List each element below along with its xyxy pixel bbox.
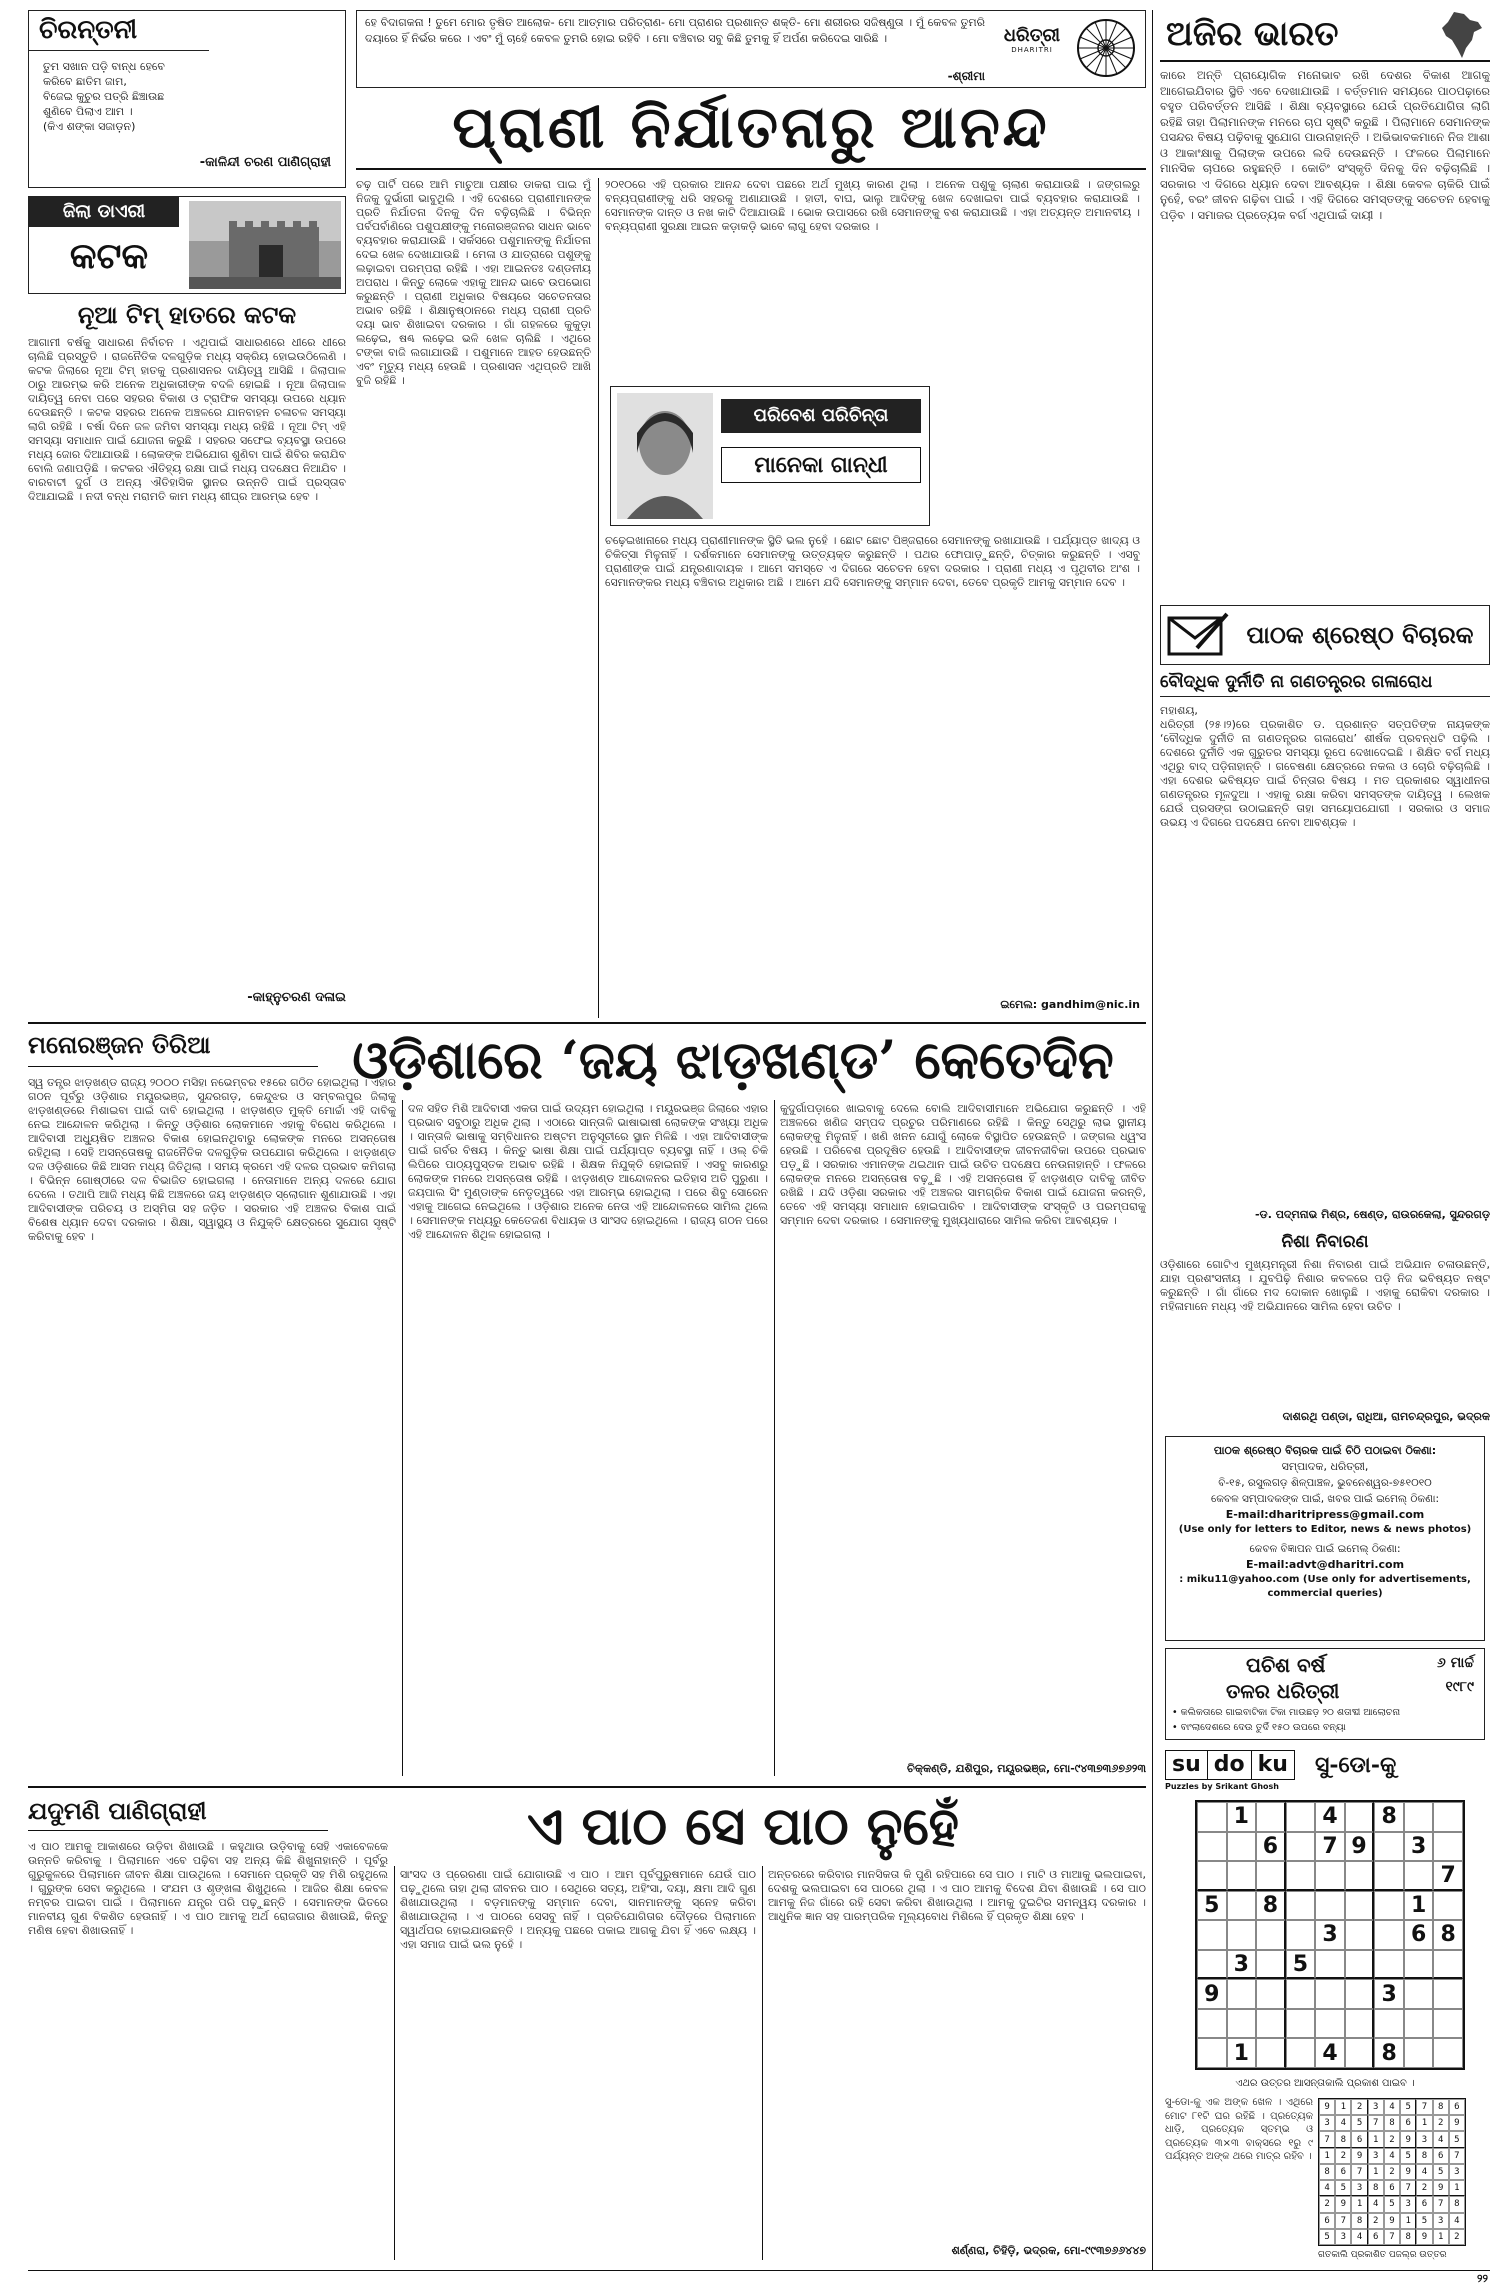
mini-sudoku-cell: 7 xyxy=(1384,2229,1400,2245)
mini-sudoku-cell: 2 xyxy=(1335,2148,1351,2164)
mini-sudoku-cell: 3 xyxy=(1433,2213,1449,2229)
sudoku-cell[interactable]: 1 xyxy=(1227,1802,1257,1832)
barabati-fort-photo xyxy=(189,201,341,289)
sudoku-cell[interactable] xyxy=(1374,1891,1404,1921)
sudoku-prev-label: ଗତକାଲି ପ୍ରକାଶିତ ପଜଲ୍‌ର ଉତ୍ତର xyxy=(1318,2250,1447,2260)
sudoku-cell[interactable]: 8 xyxy=(1374,2038,1404,2068)
sudoku-header xyxy=(1165,1750,1485,1794)
chirantani-author: -କାଳିନ୍ଦୀ ଚରଣ ପାଣିଗ୍ରାହୀ xyxy=(199,155,331,170)
sudoku-cell[interactable] xyxy=(1286,1861,1316,1891)
sudoku-cell[interactable] xyxy=(1256,2038,1286,2068)
bottom-rule xyxy=(28,2270,1490,2271)
mini-sudoku-cell: 3 xyxy=(1400,2196,1416,2212)
mini-sudoku-cell: 8 xyxy=(1335,2131,1351,2147)
notice-line3: ବି-୧୫, ରସୁଲଗଡ଼ ଶିଳ୍ପାଞ୍ଚଳ, ଭୁବନେଶ୍ୱର-୭୫୧୦୧୦ xyxy=(1218,1477,1432,1489)
sudoku-cell[interactable] xyxy=(1404,2009,1434,2039)
sudoku-cell[interactable] xyxy=(1256,1979,1286,2009)
sudoku-cell[interactable] xyxy=(1433,1891,1463,1921)
sudoku-cell[interactable] xyxy=(1404,1950,1434,1980)
mini-sudoku-cell: 4 xyxy=(1335,2115,1351,2131)
mini-sudoku-cell: 4 xyxy=(1351,2229,1367,2245)
mini-sudoku-cell: 1 xyxy=(1416,2115,1432,2131)
ajira-bharat-header xyxy=(1160,10,1490,62)
mini-sudoku-cell: 4 xyxy=(1319,2180,1335,2196)
sudoku-cell[interactable]: 8 xyxy=(1256,1891,1286,1921)
mini-sudoku-cell: 6 xyxy=(1335,2164,1351,2180)
sudoku-cell[interactable] xyxy=(1197,2038,1227,2068)
pachisa-item1: • କଲିକତାରେ ଗାଇବାଟିକା ଟିଁକା ମାଉଛଡ଼ ୨୦ ଶତାବ୍ଦୀ ଆଲୋଚନା xyxy=(1172,1707,1401,1718)
notice-line6: (Use only for letters to Editor, news & news photos) xyxy=(1178,1524,1472,1535)
sudoku-cell[interactable] xyxy=(1345,1979,1375,2009)
mini-sudoku-cell: 4 xyxy=(1384,2148,1400,2164)
sudoku-previous-answer-grid xyxy=(1318,2098,1466,2246)
sudoku-cell[interactable]: 9 xyxy=(1345,1832,1375,1862)
sudoku-cell[interactable] xyxy=(1345,2038,1375,2068)
sudoku-cell[interactable] xyxy=(1374,2009,1404,2039)
sudoku-cell[interactable]: 3 xyxy=(1404,1832,1434,1862)
mini-sudoku-cell: 4 xyxy=(1416,2164,1432,2180)
mini-sudoku-cell: 4 xyxy=(1433,2131,1449,2147)
mini-sudoku-cell: 5 xyxy=(1335,2180,1351,2196)
sudoku-cell[interactable] xyxy=(1404,1861,1434,1891)
mini-sudoku-cell: 3 xyxy=(1416,2131,1432,2147)
patha-col-b: ସାଂସଦ ଓ ପ୍ରେରଣା ପାଇଁ ଯୋଗାଉଛି ଏ ପାଠ । ଆମ ପୂର୍ବପୁରୁଷମାନେ ଯେଉଁ ପାଠ ପଢ଼ୁଥିଲେ ତାହା ଥିଲା ଜୀବନର ପାଠ । ସେଥିରେ ସତ୍ୟ, ଅହିଂସା, ଦୟା, କ୍ଷମା ଆଦି ଗୁଣ ଶିଖାଯାଉଥିଲା । ବଡ଼ମାନଙ୍କୁ ସମ୍ମାନ ଦେବା, ସାନମାନଙ୍କୁ ସ୍ନେହ କରିବା ଶିଖାଯାଉଥିଲା । ଏ ପାଠରେ ସେସବୁ ନାହିଁ । ପ୍ରତିଯୋଗିତାର ଦୌଡ଼ରେ ପିଲାମାନେ ସ୍ୱାର୍ଥପର ହୋଇଯାଉଛନ୍ତି । ଅନ୍ୟକୁ ପଛରେ ପକାଇ ଆଗକୁ ଯିବା ହିଁ ଏବେ ଲକ୍ଷ୍ୟ । ଏହା ସମାଜ ପାଇଁ ଭଲ ନୁହେଁ । xyxy=(400,1868,756,1951)
sudoku-cell[interactable]: 7 xyxy=(1315,1832,1345,1862)
letter1-sign: -ଡ. ପଦ୍ମନାଭ ମିଶ୍ର, ଷେଣ୍ଡ, ରାଉରକେଲା, ସୁନ୍ଦରଗଡ଼ xyxy=(1254,1208,1490,1221)
mini-sudoku-cell: 5 xyxy=(1416,2213,1432,2229)
sudoku-cell[interactable]: 9 xyxy=(1197,1979,1227,2009)
patha-section-label: ଯଦୁମଣି ପାଣିଗ୍ରାହୀ xyxy=(28,1796,207,1825)
sudoku-cell[interactable] xyxy=(1227,1832,1257,1862)
sudoku-cell[interactable] xyxy=(1315,1979,1345,2009)
zilla-diary-label: ଜିଲା ଡାଏରୀ xyxy=(29,197,179,227)
ajira-bharat-text: କାରେ ଅନ୍ତି ପ୍ରାୟୋଗିକ ମନୋଭାବ ରଖି ଦେଶର ବିକାଶ ଆଗକୁ ଆଗେଇଯିବାର ସ୍ଥିତି ଏବେ ଦେଖାଯାଉଛି । ବର୍ତ୍ତମାନ ସମୟରେ ପାଠପଢ଼ାରେ ବହୁତ ପରିବର୍ତ୍ତନ ଆସିଛି । ଶିକ୍ଷା ବ୍ୟବସ୍ଥାରେ ଯେଉଁ ପ୍ରତିଯୋଗିତା ଲାଗି ରହିଛି ତାହା ପିଲାମାନଙ୍କ ମନରେ ଚାପ ସୃଷ୍ଟି କରୁଛି । ପିଲାମାନେ ସେମାନଙ୍କ ପସନ୍ଦର ବିଷୟ ପଢ଼ିବାକୁ ସୁଯୋଗ ପାଉନାହାନ୍ତି । ଅଭିଭାବକମାନେ ନିଜ ଆଶା ଓ ଆକାଂକ୍ଷାକୁ ପିଲାଙ୍କ ଉପରେ ଲଦି ଦେଉଛନ୍ତି । ଫଳରେ ପିଲାମାନେ ମାନସିକ ଚାପରେ ରହୁଛନ୍ତି । କୋଚିଂ ସଂସ୍କୃତି ଦିନକୁ ଦିନ ବଢ଼ିଚାଲିଛି । ସରକାର ଏ ଦିଗରେ ଧ୍ୟାନ ଦେବା ଆବଶ୍ୟକ । ଶିକ୍ଷା କେବଳ ଚାକିରି ପାଇଁ ନୁହେଁ, ବରଂ ଜୀବନ ଗଢ଼ିବା ପାଇଁ । ଏହି ଦିଗରେ ସମସ୍ତଙ୍କୁ ସଚେତନ ହେବାକୁ ପଡ଼ିବ । ସମାଜର ପ୍ରତ୍ୟେକ ବର୍ଗ ଏଥିପାଇଁ ଦାୟୀ । xyxy=(1160,68,1490,222)
main-headline: ପ୍ରାଣୀ ନିର୍ଯାତନାରୁ ଆନନ୍ଦ xyxy=(452,93,1050,161)
sudoku-instructions: ସୁ-ଡୋ-କୁ ଏକ ଅଙ୍କ ଖେଳ । ଏଥିରେ ମୋଟ ୮୧ଟି ଘର ରହିଛି । ପ୍ରତ୍ୟେକ ଧାଡ଼ି, ପ୍ରତ୍ୟେକ ସ୍ତମ୍ଭ ଓ ପ୍ରତ୍ୟେକ ୩×୩ ବାକ୍ସରେ ୧ରୁ ୯ ପର୍ଯ୍ୟନ୍ତ ଅଙ୍କ ଥରେ ମାତ୍ର ରହିବ । xyxy=(1165,2097,1313,2162)
sudoku-cell[interactable]: 3 xyxy=(1374,1979,1404,2009)
sudoku-cell[interactable]: 4 xyxy=(1315,2038,1345,2068)
mini-sudoku-cell: 9 xyxy=(1384,2213,1400,2229)
jharkhand-section-label: ମନୋରଞ୍ଜନ ତିରିଆ xyxy=(28,1030,211,1059)
quote-text: ହେ ବିଦାଗକନା ! ତୁମେ ମୋର ତୃଷିତ ଆଲୋକ- ମୋ ଆତ୍ମାର ପରିତ୍ରାଣ- ମୋ ପ୍ରାଣର ପ୍ରଶାନ୍ତ ଶକ୍ତି- ମୋ ଶରୀରର ସଜିଷ୍ଣୁତା । ମୁଁ କେବଳ ତୁମରି ଦୟାରେ ହିଁ ନିର୍ଭର କରେ । ଏବଂ ମୁଁ ଚାହେଁ କେବଳ ତୁମରି ହୋଇ ରହିବି । ମୋ ବଞ୍ଚିବାର ସବୁ କିଛି ତୁମକୁ ହିଁ ଅର୍ପଣ କରିଦେଇ ସାରିଛି । xyxy=(365,16,985,45)
sudoku-cell[interactable]: 6 xyxy=(1256,1832,1286,1862)
mini-sudoku-cell: 1 xyxy=(1368,2164,1384,2180)
mini-sudoku-cell: 1 xyxy=(1319,2148,1335,2164)
sudoku-cell[interactable] xyxy=(1227,2009,1257,2039)
sudoku-cell[interactable] xyxy=(1374,1920,1404,1950)
mini-sudoku-cell: 5 xyxy=(1449,2131,1465,2147)
letter2-sign: ଦାଶରଥି ପଣ୍ଡା, ରାଧିଆ, ରାମଚନ୍ଦ୍ରପୁର, ଭଦ୍ରକ xyxy=(1282,1410,1490,1423)
sudoku-cell[interactable]: 8 xyxy=(1433,1920,1463,1950)
sudoku-cell[interactable] xyxy=(1345,1950,1375,1980)
sudoku-label-do: do xyxy=(1208,1750,1252,1780)
quote-box xyxy=(356,10,1146,88)
main-article-col1: ଚଢ଼ ପାର୍ଟି ପରେ ଆମି ମାଚୁଆ ପକ୍ଷୀର ଡାକରା ପାଇ ମୁଁ ନିଜକୁ ଦୁର୍ଭାଗୀ ଭାବୁଥିଲି । ଏହି ଦେଶରେ ପ୍ରାଣୀମାନଙ୍କ ପ୍ରତି ନିର୍ଯାତନା ଦିନକୁ ଦିନ ବଢ଼ିଚାଲିଛି । ବିଭିନ୍ନ ପର୍ବପର୍ବାଣିରେ ପଶୁପକ୍ଷୀଙ୍କୁ ମନୋରଞ୍ଜନର ସାଧନ ଭାବେ ବ୍ୟବହାର କରାଯାଉଛି । ସର୍କସରେ ପଶୁମାନଙ୍କୁ ନିର୍ଯାତନା ଦେଇ ଖେଳ ଦେଖାଯାଉଛି । ମେଳା ଓ ଯାତ୍ରାରେ ପଶୁଙ୍କୁ ଲଢ଼ାଇବା ପରମ୍ପରା ରହିଛି । ଏହା ଆଇନତଃ ଦଣ୍ଡନୀୟ ଅପରାଧ । କିନ୍ତୁ ଲୋକେ ଏହାକୁ ଆନନ୍ଦ ଭାବେ ଉପଭୋଗ କରୁଛନ୍ତି । ପ୍ରାଣୀ ଅଧିକାର ବିଷୟରେ ସଚେତନତାର ଅଭାବ ରହିଛି । ଶିକ୍ଷାନୁଷ୍ଠାନରେ ମଧ୍ୟ ପ୍ରାଣୀ ପ୍ରତି ଦୟା ଭାବ ଶିଖାଇବା ଦରକାର । ଗାଁ ଗହଳରେ କୁକୁଡ଼ା ଲଢ଼େଇ, ଷଣ୍ଢ ଲଢ଼େଇ ଭଳି ଖେଳ ଚାଲିଛି । ଏଥିରେ ଟଙ୍କା ବାଜି ଲଗାଯାଉଛି । ପଶୁମାନେ ଆହତ ହେଉଛନ୍ତି ଏବଂ ମୃତ୍ୟୁ ମଧ୍ୟ ହେଉଛି । ପ୍ରଶାସନ ଏଥିପ୍ରତି ଆଖି ବୁଜି ରହିଛି । xyxy=(356,178,591,387)
zilla-diary-headline: ନୂଆ ଟିମ୍ ହାତରେ କଟକ xyxy=(77,300,297,329)
mini-sudoku-cell: 8 xyxy=(1384,2115,1400,2131)
mini-sudoku-cell: 5 xyxy=(1384,2196,1400,2212)
patha-sign: ଶର୍ଣ୍ଣରା, ଚିହିଡ଼ି, ଭଦ୍ରକ, ମୋ-୯୯୩୭୬୬୪୪୭ xyxy=(951,2244,1146,2257)
patha-col-c: ଅନ୍ତରରେ କରିବାର ମାନସିକତା କି ପୁଣି ରହିପାରେ ସେ ପାଠ । ମାଟି ଓ ମାଆକୁ ଭଲପାଇବା, ଦେଶକୁ ଭଲପାଇବା ସେ ପାଠରେ ଥିଲା । ଏ ପାଠ ଆମକୁ ବିଦେଶ ଯିବା ଶିଖାଉଛି । ସେ ପାଠ ଆମକୁ ନିଜ ଗାଁରେ ରହି ସେବା କରିବା ଶିଖାଉଥିଲା । ଆମକୁ ଦୁଇଟିର ସମନ୍ୱୟ ଦରକାର । ଆଧୁନିକ ଜ୍ଞାନ ସହ ପାରମ୍ପରିକ ମୂଲ୍ୟବୋଧ ମିଶିଲେ ହିଁ ପ୍ରକୃତ ଶିକ୍ଷା ହେବ । xyxy=(768,1868,1146,1923)
logo-brand: ଧରିତ୍ରୀ xyxy=(1003,25,1061,46)
sudoku-cell[interactable] xyxy=(1197,1920,1227,1950)
sudoku-cell[interactable] xyxy=(1404,2038,1434,2068)
sudoku-cell[interactable] xyxy=(1286,1802,1316,1832)
envelope-icon xyxy=(1167,612,1229,658)
mini-sudoku-cell: 5 xyxy=(1433,2164,1449,2180)
sudoku-cell[interactable]: 1 xyxy=(1227,2038,1257,2068)
jharkhand-col-b: ଦଳ ସହିତ ମିଶି ଆଦିବାସୀ ଏକତା ପାଇଁ ଉଦ୍ୟମ ହୋଇଥିଲା । ମୟୂରଭଞ୍ଜ ଜିଲାରେ ଏହାର ପ୍ରଭାବ ସବୁଠାରୁ ଅଧିକ ଥିଲା । ଏଠାରେ ସାନ୍ତାଳି ଭାଷାଭାଷୀ ଲୋକଙ୍କ ସଂଖ୍ୟା ଅଧିକ । ସାନ୍ତାଳି ଭାଷାକୁ ସମ୍ବିଧାନର ଅଷ୍ଟମ ଅନୁସୂଚୀରେ ସ୍ଥାନ ମିଳିଛି । ଏହା ଆଦିବାସୀଙ୍କ ପାଇଁ ଗର୍ବର ବିଷୟ । କିନ୍ତୁ ଭାଷା ଶିକ୍ଷା ପାଇଁ ପର୍ଯ୍ୟାପ୍ତ ବ୍ୟବସ୍ଥା ନାହିଁ । ଓଲ୍ ଚିକି ଲିପିରେ ପାଠ୍ୟପୁସ୍ତକ ଅଭାବ ରହିଛି । ଶିକ୍ଷକ ନିଯୁକ୍ତି ହୋଇନାହିଁ । ଏସବୁ କାରଣରୁ ଲୋକଙ୍କ ମନରେ ଅସନ୍ତୋଷ ରହିଛି । ଝାଡ଼ଖଣ୍ଡ ଆନ୍ଦୋଳନର ଇତିହାସ ଅତି ପୁରୁଣା । ଜୟପାଲ ସିଂ ମୁଣ୍ଡାଙ୍କ ନେତୃତ୍ୱରେ ଏହା ଆରମ୍ଭ ହୋଇଥିଲା । ପରେ ଶିବୁ ସୋରେନ ଏହାକୁ ଆଗେଇ ନେଇଥିଲେ । ଓଡ଼ିଶାର ଅନେକ ନେତା ଏହି ଆନ୍ଦୋଳନରେ ସାମିଲ ଥିଲେ । ସେମାନଙ୍କ ମଧ୍ୟରୁ କେତେଜଣ ବିଧାୟକ ଓ ସାଂସଦ ହୋଇଥିଲେ । ରାଜ୍ୟ ଗଠନ ପରେ ଏହି ଆନ୍ଦୋଳନ ଶିଥିଳ ହୋଇଗଲା । xyxy=(408,1102,768,1241)
mini-sudoku-cell: 7 xyxy=(1416,2099,1432,2115)
mid-rule-1 xyxy=(28,1022,1146,1024)
headline-rule xyxy=(356,168,1146,170)
mini-sudoku-cell: 7 xyxy=(1449,2148,1465,2164)
mini-sudoku-cell: 9 xyxy=(1351,2148,1367,2164)
sudoku-cell[interactable] xyxy=(1197,2009,1227,2039)
sudoku-cell[interactable] xyxy=(1315,1891,1345,1921)
mini-sudoku-cell: 3 xyxy=(1335,2229,1351,2245)
notice-line2: ସମ୍ପାଦକ, ଧରିତ୍ରୀ, xyxy=(1281,1460,1369,1473)
sudoku-cell[interactable] xyxy=(1197,1950,1227,1980)
sudoku-cell[interactable] xyxy=(1286,2038,1316,2068)
mini-sudoku-cell: 3 xyxy=(1368,2148,1384,2164)
sudoku-cell[interactable]: 8 xyxy=(1374,1802,1404,1832)
main-article-col2-top: ୨୦୧୦ରେ ଏହି ପ୍ରକାର ଆନନ୍ଦ ଦେବା ପଛରେ ଅର୍ଥ ମୁଖ୍ୟ କାରଣ ଥିଲା । ଅନେକ ପଶୁକୁ ଚାଲାଣ କରାଯାଉଛି । ଜଙ୍ଗଲରୁ ବନ୍ୟପ୍ରାଣୀଙ୍କୁ ଧରି ସହରକୁ ଅଣାଯାଉଛି । ହାତୀ, ବାଘ, ଭାଲୁ ଆଦିଙ୍କୁ ଖେଳ ଦେଖାଇବା ପାଇଁ ବ୍ୟବହାର କରାଯାଉଛି । ସେମାନଙ୍କ ଦାନ୍ତ ଓ ନଖ କାଟି ଦିଆଯାଉଛି । ଭୋକ ଉପାସରେ ରଖି ସେମାନଙ୍କୁ ବଶ କରାଯାଉଛି । ଏହା ଅତ୍ୟନ୍ତ ଅମାନବୀୟ । ବନ୍ୟପ୍ରାଣୀ ସୁରକ୍ଷା ଆଇନ କଡ଼ାକଡ଼ି ଭାବେ ଲାଗୁ ହେବା ଦରକାର । xyxy=(605,178,1140,233)
notice-line4: କେବଳ ସମ୍ପାଦକଙ୍କ ପାଇଁ, ଖବର ପାଇଁ ଇମେଲ୍ ଠିକଣା: xyxy=(1210,1493,1440,1505)
sudoku-cell[interactable] xyxy=(1345,1802,1375,1832)
jharkhand-col-c: କୁଦୁର୍ଗାପଡ଼ାରେ ଖାଇବାକୁ ଦେଲେ ବୋଲି ଆଦିବାସୀମାନେ ଅଭିଯୋଗ କରୁଛନ୍ତି । ଏହି ଅଞ୍ଚଳରେ ଖଣିଜ ସମ୍ପଦ ପ୍ରଚୁର ପରିମାଣରେ ରହିଛି । କିନ୍ତୁ ସେଥିରୁ ଲାଭ ସ୍ଥାନୀୟ ଲୋକଙ୍କୁ ମିଳୁନାହିଁ । ଖଣି ଖନନ ଯୋଗୁଁ ଲୋକେ ବିସ୍ଥାପିତ ହେଉଛନ୍ତି । ଜଙ୍ଗଲ ଧ୍ୱଂସ ହେଉଛି । ପରିବେଶ ପ୍ରଦୂଷିତ ହେଉଛି । ଆଦିବାସୀଙ୍କ ଜୀବନଜୀବିକା ଉପରେ ପ୍ରଭାବ ପଡ଼ୁଛି । ସରକାର ଏମାନଙ୍କ ଥଇଥାନ ପାଇଁ ଉଚିତ ପଦକ୍ଷେପ ନେଉନାହାନ୍ତି । ଫଳରେ ଲୋକଙ୍କ ମନରେ ଅସନ୍ତୋଷ ବଢ଼ୁଛି । ଏହି ଅସନ୍ତୋଷ ହିଁ ଝାଡ଼ଖଣ୍ଡ ଦାବିକୁ ଜୀବିତ ରଖିଛି । ଯଦି ଓଡ଼ିଶା ସରକାର ଏହି ଅଞ୍ଚଳର ସାମଗ୍ରିକ ବିକାଶ ପାଇଁ ଯୋଜନା କରନ୍ତି, ତେବେ ଏହି ସମସ୍ୟା ସମାଧାନ ହୋଇପାରିବ । ଆଦିବାସୀଙ୍କ ସଂସ୍କୃତି ଓ ପରମ୍ପରାକୁ ସମ୍ମାନ ଦେବା ଦରକାର । ସେମାନଙ୍କୁ ମୁଖ୍ୟଧାରାରେ ସାମିଲ କରିବା ଆବଶ୍ୟକ । xyxy=(780,1102,1146,1227)
sudoku-cell[interactable] xyxy=(1433,1950,1463,1980)
sudoku-cell[interactable] xyxy=(1227,1861,1257,1891)
sudoku-cell[interactable] xyxy=(1315,1861,1345,1891)
mini-sudoku-cell: 6 xyxy=(1416,2196,1432,2212)
mini-sudoku-cell: 6 xyxy=(1433,2148,1449,2164)
mini-sudoku-cell: 3 xyxy=(1368,2099,1384,2115)
sudoku-cell[interactable] xyxy=(1197,1802,1227,1832)
sudoku-cell[interactable] xyxy=(1256,1950,1286,1980)
pachisa-date2: ୧୯୮୯ xyxy=(1445,1679,1474,1695)
mini-sudoku-cell: 1 xyxy=(1351,2196,1367,2212)
chirantani-poem: ତୁମ ସଖାନ ପଡ଼ି ବାନ୍ଧ ହେବେ କରିବେ ଛାତିମ ଜାମ, ବିଜେଇ କୁଚୁର ପତ୍ରି ଛିଞ୍ଚାଉଛ ଶୁଣିବେ ପିଲାଏ ଆମ । (କିଏ ଶଙ୍କା ସଜାଡ଼ନ) xyxy=(43,60,165,133)
mini-sudoku-cell: 8 xyxy=(1400,2229,1416,2245)
notice-line9[interactable]: : miku11@yahoo.com (Use only for advertisements, commercial queries) xyxy=(1179,1574,1471,1599)
dharma-wheel-icon xyxy=(1075,17,1137,79)
mini-sudoku-cell: 4 xyxy=(1384,2099,1400,2115)
sudoku-cell[interactable] xyxy=(1286,2009,1316,2039)
sudoku-cell[interactable] xyxy=(1286,1891,1316,1921)
mini-sudoku-cell: 3 xyxy=(1319,2115,1335,2131)
sudoku-cell[interactable] xyxy=(1227,1920,1257,1950)
mini-sudoku-cell: 4 xyxy=(1449,2213,1465,2229)
jharkhand-label-rule xyxy=(28,1066,318,1067)
mini-sudoku-cell: 2 xyxy=(1433,2115,1449,2131)
notice-line1: ପାଠକ ଶ୍ରେଷ୍ଠ ବିଚାରକ ପାଇଁ ଚିଠି ପଠାଇବା ଠିକଣା: xyxy=(1213,1444,1437,1457)
jharkhand-headline: ଓଡ଼ିଶାରେ ‘ଜୟ ଝାଡ଼ଖଣ୍ଡ’ କେତେଦିନ xyxy=(352,1030,1114,1091)
sudoku-grid[interactable] xyxy=(1195,1800,1465,2070)
sudoku-cell[interactable]: 4 xyxy=(1315,1802,1345,1832)
sudoku-cell[interactable] xyxy=(1256,1802,1286,1832)
sudoku-cell[interactable] xyxy=(1256,1920,1286,1950)
letter1-body: ମହାଶୟ, ଧରିତ୍ରୀ (୨୫।୨)ରେ ପ୍ରକାଶିତ ଡ. ପ୍ରଶାନ୍ତ ସତ୍ପତିଙ୍କ ନାୟକଙ୍କ ‘ବୌଦ୍ଧିକ ଦୁର୍ନୀତି ନା ଗଣତନ୍ତ୍ରର ଗଳାରୋଧ’ ଶୀର୍ଷକ ପ୍ରବନ୍ଧଟି ପଢ଼ିଲି । ଦେଶରେ ଦୁର୍ନୀତି ଏକ ଗୁରୁତର ସମସ୍ୟା ରୂପେ ଦେଖାଦେଇଛି । ଶିକ୍ଷିତ ବର୍ଗ ମଧ୍ୟ ଏଥିରୁ ବାଦ୍ ପଡ଼ିନାହାନ୍ତି । ଗବେଷଣା କ୍ଷେତ୍ରରେ ନକଲ ଓ ଚୋରି ବଢ଼ିଚାଲିଛି । ଏହା ଦେଶର ଭବିଷ୍ୟତ ପାଇଁ ଚିନ୍ତାର ବିଷୟ । ମତ ପ୍ରକାଶର ସ୍ୱାଧୀନତା ଗଣତନ୍ତ୍ରର ମୂଳଦୁଆ । ଏହାକୁ ରକ୍ଷା କରିବା ସମସ୍ତଙ୍କ ଦାୟିତ୍ୱ । ଲେଖକ ଯେଉଁ ପ୍ରସଙ୍ଗ ଉଠାଇଛନ୍ତି ତାହା ସମୟୋପଯୋଗୀ । ସରକାର ଓ ସମାଜ ଉଭୟ ଏ ଦିଗରେ ପଦକ୍ଷେପ ନେବା ଆବଶ୍ୟକ । xyxy=(1160,704,1490,829)
pachisa-title: ପଚିଶ ବର୍ଷ xyxy=(1246,1653,1326,1677)
mini-sudoku-cell: 2 xyxy=(1368,2213,1384,2229)
letter2-body: ଓଡ଼ିଶାରେ ଗୋଟିଏ ମୁଖ୍ୟମନ୍ତ୍ରୀ ନିଶା ନିବାରଣ ପାଇଁ ଅଭିଯାନ ଚଳାଉଛନ୍ତି, ଯାହା ପ୍ରଶଂସନୀୟ । ଯୁବପିଢ଼ି ନିଶାର କବଳରେ ପଡ଼ି ନିଜ ଭବିଷ୍ୟତ ନଷ୍ଟ କରୁଛନ୍ତି । ଗାଁ ଗାଁରେ ମଦ ଦୋକାନ ଖୋଲୁଛି । ଏହାକୁ ରୋକିବା ଦରକାର । ମହିଳାମାନେ ମଧ୍ୟ ଏହି ଅଭିଯାନରେ ସାମିଲ ହେବା ଉଚିତ । xyxy=(1160,1258,1490,1313)
mini-sudoku-cell: 9 xyxy=(1416,2229,1432,2245)
notice-line7: କେବଳ ବିଜ୍ଞାପନ ପାଇଁ ଇମେଲ୍ ଠିକଣା: xyxy=(1249,1543,1401,1555)
mini-sudoku-cell: 7 xyxy=(1335,2213,1351,2229)
notice-line8[interactable]: E-mail:advt@dharitri.com xyxy=(1245,1558,1405,1571)
sudoku-cell[interactable]: 5 xyxy=(1286,1950,1316,1980)
mini-sudoku-cell: 7 xyxy=(1319,2131,1335,2147)
chirantani-title: ଚିରନ୍ତନୀ xyxy=(29,11,209,51)
pachisa-box xyxy=(1165,1648,1485,1740)
pachisa-subtitle: ତଳର ଧରିତ୍ରୀ xyxy=(1226,1679,1340,1703)
mini-sudoku-cell: 6 xyxy=(1384,2180,1400,2196)
sudoku-cell[interactable] xyxy=(1374,1950,1404,1980)
mini-sudoku-cell: 6 xyxy=(1400,2115,1416,2131)
patha-label-rule xyxy=(28,1830,328,1831)
mini-sudoku-cell: 7 xyxy=(1368,2115,1384,2131)
mini-sudoku-cell: 4 xyxy=(1368,2196,1384,2212)
sudoku-cell[interactable] xyxy=(1197,1861,1227,1891)
jharkhand-sign: ଚିକ୍କଣ୍ଡି, ଯଶିପୁର, ମୟୂରଭଞ୍ଜ, ମୋ-୯୪୩୭୩୬୭୬୨୩ xyxy=(907,1762,1146,1775)
mini-sudoku-cell: 2 xyxy=(1351,2099,1367,2115)
mini-sudoku-cell: 9 xyxy=(1319,2099,1335,2115)
patha-divider-b xyxy=(762,1866,763,2260)
sudoku-cell[interactable] xyxy=(1286,1920,1316,1950)
patha-headline: ଏ ପାଠ ସେ ପାଠ ନୁହେଁ xyxy=(527,1796,959,1857)
sudoku-cell[interactable] xyxy=(1404,1979,1434,2009)
patha-divider-a xyxy=(394,1866,395,2260)
quote-author: -ଶ୍ରୀମା xyxy=(947,69,985,83)
mini-sudoku-cell: 8 xyxy=(1351,2213,1367,2229)
pachisa-date1: ୬ ମାର୍ଚ୍ଚ xyxy=(1437,1655,1474,1671)
mini-sudoku-cell: 6 xyxy=(1351,2131,1367,2147)
sudoku-cell[interactable]: 3 xyxy=(1227,1950,1257,1980)
mini-sudoku-cell: 2 xyxy=(1416,2180,1432,2196)
mini-sudoku-cell: 7 xyxy=(1351,2164,1367,2180)
mini-sudoku-cell: 9 xyxy=(1400,2164,1416,2180)
sudoku-cell[interactable] xyxy=(1197,1832,1227,1862)
sudoku-cell[interactable]: 3 xyxy=(1315,1920,1345,1950)
byline-name: ମାନେକା ଗାନ୍ଧୀ xyxy=(721,447,921,483)
zilla-diary-text: ଆଗାମୀ ବର୍ଷକୁ ସାଧାରଣ ନିର୍ବାଚନ । ଏଥିପାଇଁ ସାଧାରଣରେ ଧୀରେ ଧୀରେ ଚାଲିଛି ପ୍ରସ୍ତୁତି । ରାଜନୈତିକ ଦଳଗୁଡ଼ିକ ମଧ୍ୟ ସକ୍ରିୟ ହୋଇଉଠିଲେଣି । କଟକ ଜିଲାରେ ନୂଆ ଟିମ୍ ହାତକୁ ପ୍ରଶାସନର ଦାୟିତ୍ୱ ଆସିଛି । ଜିଲାପାଳ ଠାରୁ ଆରମ୍ଭ କରି ଅନେକ ଅଧିକାରୀଙ୍କ ବଦଳି ହୋଇଛି । ନୂଆ ଜିଲାପାଳ ଦାୟିତ୍ୱ ନେବା ପରେ ସହରର ବିକାଶ ଓ ଟ୍ରାଫିକ ସମସ୍ୟା ଉପରେ ଧ୍ୟାନ ଦେଉଛନ୍ତି । କଟକ ସହରର ଅନେକ ଅଞ୍ଚଳରେ ଯାନବାହନ ଚଳାଚଳ ସମସ୍ୟା ଲାଗି ରହିଛି । ବର୍ଷା ଦିନେ ଜଳ ଜମିବା ସମସ୍ୟା ମଧ୍ୟ ରହିଛି । ନୂଆ ଟିମ୍ ଏହି ସମସ୍ୟା ସମାଧାନ ପାଇଁ ଯୋଜନା କରୁଛି । ସହରର ସଫେଇ ବ୍ୟବସ୍ଥା ଉପରେ ମଧ୍ୟ ଜୋର ଦିଆଯାଉଛି । ଲୋକଙ୍କ ଅଭିଯୋଗ ଶୁଣିବା ପାଇଁ ଶିବିର କରାଯିବ ବୋଲି ଜଣାପଡ଼ିଛି । କଟକର ଐତିହ୍ୟ ରକ୍ଷା ପାଇଁ ମଧ୍ୟ ପଦକ୍ଷେପ ନିଆଯିବ । ବାରବାଟୀ ଦୁର୍ଗ ଓ ଅନ୍ୟ ଐତିହାସିକ ସ୍ଥାନର ଉନ୍ନତି ପାଇଁ ପ୍ରସ୍ତାବ ଦିଆଯାଇଛି । ନଦୀ ବନ୍ଧ ମରାମତି କାମ ମଧ୍ୟ ଶୀଘ୍ର ଆରମ୍ଭ ହେବ । xyxy=(28,336,346,503)
pathaka-title: ପାଠକ ଶ୍ରେଷ୍ଠ ବିଚାରକ xyxy=(1246,620,1474,649)
sudoku-answer-title: ଏଥର ଉତ୍ତର ଆସନ୍ତାକାଲି ପ୍ରକାଶ ପାଇବ । xyxy=(1235,2078,1415,2089)
mini-sudoku-cell: 5 xyxy=(1319,2229,1335,2245)
sudoku-cell[interactable]: 1 xyxy=(1404,1891,1434,1921)
pathaka-header xyxy=(1160,605,1490,665)
mini-sudoku-cell: 6 xyxy=(1319,2213,1335,2229)
sudoku-cell[interactable] xyxy=(1227,1891,1257,1921)
zilla-diary-author: -କାହ୍ନୁଚରଣ ଦଳାଇ xyxy=(247,990,346,1005)
mini-sudoku-cell: 5 xyxy=(1400,2148,1416,2164)
mini-sudoku-cell: 5 xyxy=(1351,2115,1367,2131)
author-photo xyxy=(617,393,713,519)
chirantani-box xyxy=(28,10,346,188)
letter2-title: ନିଶା ନିବାରଣ xyxy=(1281,1232,1369,1252)
mini-sudoku-cell: 1 xyxy=(1433,2229,1449,2245)
mini-sudoku-cell: 8 xyxy=(1319,2164,1335,2180)
mini-sudoku-cell: 1 xyxy=(1449,2180,1465,2196)
zilla-diary-box xyxy=(28,196,346,294)
sudoku-label-su: su xyxy=(1165,1750,1208,1780)
mini-sudoku-cell: 8 xyxy=(1368,2180,1384,2196)
pachisa-item2: • ବାଂଲାଦେଶରେ ଦେଉ ତୁର୍ଦି ୧୫୦ ଉପରେ ବନ୍ୟା xyxy=(1172,1722,1346,1733)
sudoku-cell[interactable] xyxy=(1286,1979,1316,2009)
mini-sudoku-cell: 7 xyxy=(1400,2180,1416,2196)
sudoku-cell[interactable] xyxy=(1404,1802,1434,1832)
jharkhand-divider-a xyxy=(402,1100,403,1776)
sudoku-cell[interactable] xyxy=(1256,1861,1286,1891)
page-number: ୨୨ xyxy=(1477,2272,1488,2285)
sudoku-cell[interactable] xyxy=(1315,1950,1345,1980)
mini-sudoku-cell: 1 xyxy=(1368,2131,1384,2147)
dharitri-logo xyxy=(997,17,1067,81)
sudoku-cell[interactable] xyxy=(1286,1832,1316,1862)
mini-sudoku-cell: 6 xyxy=(1368,2229,1384,2245)
sudoku-cell[interactable] xyxy=(1345,1861,1375,1891)
logo-brand-sub: DHARITRI xyxy=(1011,46,1053,54)
jharkhand-col-a: ସ୍ୱ ତନ୍ତ୍ର ଝାଡ଼ଖଣ୍ଡ ରାଜ୍ୟ ୨୦୦୦ ମସିହା ନଭେମ୍ବର ୧୫ରେ ଗଠିତ ହୋଇଥିଲା । ଏହାର ଗଠନ ପୂର୍ବରୁ ଓଡ଼ିଶାର ମୟୂରଭଞ୍ଜ, ସୁନ୍ଦରଗଡ଼, କେନ୍ଦୁଝର ଓ ସମ୍ବଲପୁର ଜିଲାକୁ ଝାଡ଼ଖଣ୍ଡରେ ମିଶାଇବା ପାଇଁ ଦାବି ହୋଇଥିଲା । ଝାଡ଼ଖଣ୍ଡ ମୁକ୍ତି ମୋର୍ଚ୍ଚା ଏହି ଦାବିକୁ ନେଇ ଆନ୍ଦୋଳନ କରିଥିଲା । କିନ୍ତୁ ଓଡ଼ିଶାର ଲୋକମାନେ ଏହାକୁ ବିରୋଧ କରିଥିଲେ । ଆଦିବାସୀ ଅଧ୍ୟୁଷିତ ଅଞ୍ଚଳର ବିକାଶ ହୋଇନଥିବାରୁ ଲୋକଙ୍କ ମନରେ ଅସନ୍ତୋଷ ରହିଥିଲା । ସେହି ଅସନ୍ତୋଷକୁ ରାଜନୈତିକ ଦଳଗୁଡ଼ିକ ଉପଯୋଗ କରିଥିଲେ । ଝାଡ଼ଖଣ୍ଡ ଦଳ ଓଡ଼ିଶାରେ କିଛି ଆସନ ମଧ୍ୟ ଜିତିଥିଲା । ସମୟ କ୍ରମେ ଏହି ଦଳର ପ୍ରଭାବ କମିଗଲା । ବିଭିନ୍ନ ଗୋଷ୍ଠୀରେ ଦଳ ବିଭାଜିତ ହୋଇଗଲା । ନେତାମାନେ ଅନ୍ୟ ଦଳରେ ଯୋଗ ଦେଲେ । ତଥାପି ଆଜି ମଧ୍ୟ କିଛି ଅଞ୍ଚଳରେ ଜୟ ଝାଡ଼ଖଣ୍ଡ ସ୍ଲୋଗାନ ଶୁଣାଯାଉଛି । ଏହା ଆଦିବାସୀଙ୍କ ପରିଚୟ ଓ ଅସ୍ମିତା ସହ ଜଡ଼ିତ । ସରକାର ଏହି ଅଞ୍ଚଳର ବିକାଶ ପାଇଁ ବିଶେଷ ଧ୍ୟାନ ଦେବା ଦରକାର । ଶିକ୍ଷା, ସ୍ୱାସ୍ଥ୍ୟ ଓ ନିଯୁକ୍ତି କ୍ଷେତ୍ରରେ ସୁଯୋଗ ସୃଷ୍ଟି କରିବାକୁ ହେବ । xyxy=(28,1076,396,1243)
mini-sudoku-cell: 8 xyxy=(1416,2148,1432,2164)
zilla-diary-place: କଟକ xyxy=(69,235,149,277)
mini-sudoku-cell: 5 xyxy=(1400,2099,1416,2115)
letter1-title: ବୌଦ୍ଧିକ ଦୁର୍ନୀତି ନା ଗଣତନ୍ତ୍ରର ଗଳାରୋଧ xyxy=(1160,672,1490,697)
mini-sudoku-cell: 7 xyxy=(1433,2196,1449,2212)
mini-sudoku-cell: 1 xyxy=(1400,2213,1416,2229)
sudoku-label-ku: ku xyxy=(1252,1750,1295,1780)
sudoku-cell[interactable] xyxy=(1433,1979,1463,2009)
mini-sudoku-cell: 9 xyxy=(1335,2196,1351,2212)
sudoku-cell[interactable] xyxy=(1227,1979,1257,2009)
main-article-email[interactable]: ଇମେଲ: gandhim@nic.in xyxy=(1000,998,1140,1011)
main-col-divider1 xyxy=(598,178,599,1018)
sudoku-cell[interactable] xyxy=(1345,1920,1375,1950)
mini-sudoku-cell: 2 xyxy=(1449,2229,1465,2245)
sudoku-label-or: ସୁ-ଡୋ-କୁ xyxy=(1315,1752,1397,1778)
right-col-divider xyxy=(1152,10,1153,2270)
mini-sudoku-cell: 9 xyxy=(1449,2115,1465,2131)
mini-sudoku-cell: 2 xyxy=(1384,2164,1400,2180)
sudoku-cell[interactable] xyxy=(1345,2009,1375,2039)
mini-sudoku-cell: 2 xyxy=(1384,2131,1400,2147)
sudoku-cell[interactable] xyxy=(1374,1861,1404,1891)
sudoku-cell[interactable]: 7 xyxy=(1433,1861,1463,1891)
mini-sudoku-cell: 2 xyxy=(1319,2196,1335,2212)
patha-col-a: ଏ ପାଠ ଆମକୁ ଆକାଶରେ ଉଡ଼ିବା ଶିଖାଉଛି । କହୁଥାଉ ଉଡ଼ିବାକୁ ସେହି ଏକାବେଳକେ ଉନ୍ନତି କରିବାକୁ । ପିଲାମାନେ ଏବେ ପଢ଼ିବା ସହ ଅନ୍ୟ କିଛି ଶିଖୁନାହାନ୍ତି । ପୂର୍ବରୁ ଗୁରୁକୁଳରେ ପିଲାମାନେ ଜୀବନ ଶିକ୍ଷା ପାଉଥିଲେ । ସେମାନେ ପ୍ରକୃତି ସହ ମିଶି ରହୁଥିଲେ । ଗୁରୁଙ୍କ ସେବା କରୁଥିଲେ । ସଂଯମ ଓ ଶୃଙ୍ଖଳା ଶିଖୁଥିଲେ । ଆଜିର ଶିକ୍ଷା କେବଳ ନମ୍ବର ପାଇବା ପାଇଁ । ପିଲାମାନେ ଯନ୍ତ୍ର ପରି ପଢ଼ୁଛନ୍ତି । ସେମାନଙ୍କ ଭିତରେ ମାନବୀୟ ଗୁଣ ବିକଶିତ ହେଉନାହିଁ । ଏ ପାଠ ଆମକୁ ଅର୍ଥ ରୋଜଗାର ଶିଖାଉଛି, କିନ୍ତୁ ମଣିଷ ହେବା ଶିଖାଉନାହିଁ । xyxy=(28,1840,388,1937)
sudoku-cell[interactable] xyxy=(1433,1802,1463,1832)
mini-sudoku-cell: 3 xyxy=(1449,2164,1465,2180)
sudoku-cell[interactable] xyxy=(1374,1832,1404,1862)
mid-rule-2 xyxy=(28,1786,1146,1788)
byline-box xyxy=(610,386,930,526)
byline-box-label: ପରିବେଶ ପରିଚିନ୍ତା xyxy=(721,399,921,433)
jharkhand-divider-b xyxy=(774,1100,775,1776)
sudoku-cell[interactable] xyxy=(1433,2009,1463,2039)
notice-box xyxy=(1165,1436,1485,1641)
ajira-bharat-title: ଅଜିର ଭାରତ xyxy=(1166,14,1339,54)
sudoku-cell[interactable] xyxy=(1256,2009,1286,2039)
sudoku-cell[interactable] xyxy=(1433,2038,1463,2068)
mini-sudoku-cell: 8 xyxy=(1433,2099,1449,2115)
main-article-col2-bottom: ଚଢ଼େଇଖାନାରେ ମଧ୍ୟ ପ୍ରାଣୀମାନଙ୍କ ସ୍ଥିତି ଭଲ ନୁହେଁ । ଛୋଟ ଛୋଟ ପିଞ୍ଜରାରେ ସେମାନଙ୍କୁ ରଖାଯାଉଛି । ପର୍ଯ୍ୟାପ୍ତ ଖାଦ୍ୟ ଓ ଚିକିତ୍ସା ମିଳୁନାହିଁ । ଦର୍ଶକମାନେ ସେମାନଙ୍କୁ ଉତ୍ତ୍ୟକ୍ତ କରୁଛନ୍ତି । ପଥର ଫୋପାଡ଼ୁଛନ୍ତି, ଚିତ୍କାର କରୁଛନ୍ତି । ଏସବୁ ପ୍ରାଣୀଙ୍କ ପାଇଁ ଯନ୍ତ୍ରଣାଦାୟକ । ଆମେ ସମସ୍ତେ ଏ ଦିଗରେ ସଚେତନ ହେବା ଦରକାର । ପ୍ରାଣୀ ମଧ୍ୟ ଏ ପୃଥିବୀର ଅଂଶ । ସେମାନଙ୍କର ମଧ୍ୟ ବଞ୍ଚିବାର ଅଧିକାର ଅଛି । ଆମେ ଯଦି ସେମାନଙ୍କୁ ସମ୍ମାନ ଦେବା, ତେବେ ପ୍ରକୃତି ଆମକୁ ସମ୍ମାନ ଦେବ । xyxy=(605,534,1140,589)
mini-sudoku-cell: 3 xyxy=(1351,2180,1367,2196)
notice-line5[interactable]: E-mail:dharitripress@gmail.com xyxy=(1225,1508,1425,1521)
mini-sudoku-cell: 8 xyxy=(1449,2196,1465,2212)
mini-sudoku-cell: 1 xyxy=(1335,2099,1351,2115)
sudoku-cell[interactable]: 5 xyxy=(1197,1891,1227,1921)
sudoku-cell[interactable] xyxy=(1315,2009,1345,2039)
sudoku-cell[interactable]: 6 xyxy=(1404,1920,1434,1950)
mini-sudoku-cell: 6 xyxy=(1449,2099,1465,2115)
sudoku-sub: Puzzles by Srikant Ghosh xyxy=(1165,1782,1279,1791)
sudoku-cell[interactable] xyxy=(1433,1832,1463,1862)
mini-sudoku-cell: 9 xyxy=(1433,2180,1449,2196)
mini-sudoku-cell: 9 xyxy=(1400,2131,1416,2147)
india-map-icon xyxy=(1436,10,1486,60)
sudoku-cell[interactable] xyxy=(1345,1891,1375,1921)
